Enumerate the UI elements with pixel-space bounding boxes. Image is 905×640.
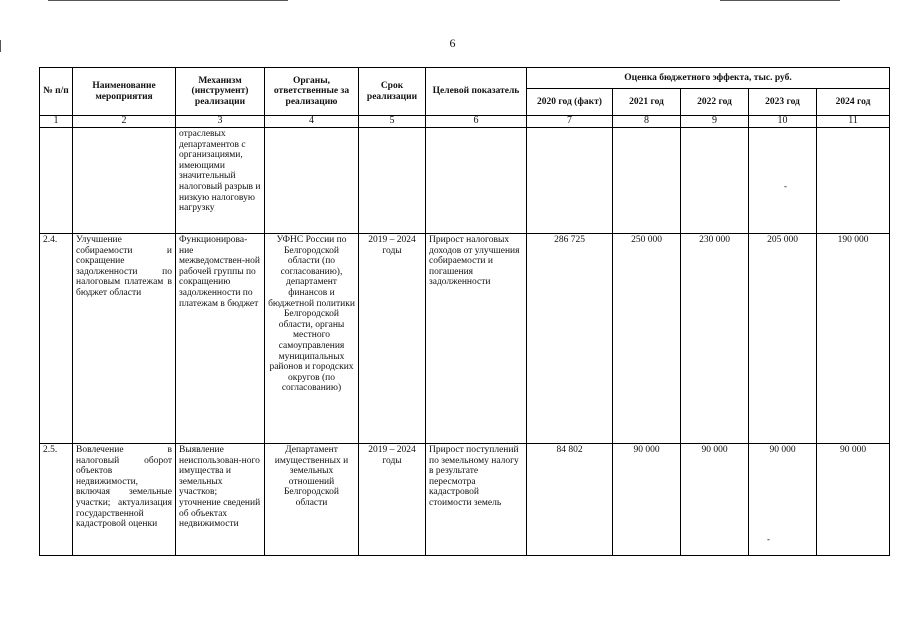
- table-row-2-4: [40, 234, 890, 444]
- table-row-continued: [40, 128, 890, 234]
- cell-name: Вовлечение в налоговый оборот объектов недвижимости, включая земельные участки; актуализация государственной кадастровой оценки: [73, 444, 176, 556]
- cell-value-2020: [527, 128, 613, 234]
- cell-num: 2.4.: [40, 234, 73, 444]
- cell-value-2024: [817, 128, 890, 234]
- cell-value-2020: 84 802: [527, 444, 613, 556]
- scan-mark: -: [767, 534, 770, 544]
- col-number: 2: [73, 116, 176, 128]
- col-number: 9: [681, 116, 749, 128]
- cell-value-2021: 250 000: [613, 234, 681, 444]
- scan-mark: -: [784, 181, 787, 191]
- col-number: 10: [749, 116, 817, 128]
- cell-term: [359, 128, 426, 234]
- scan-edge-top-left: [48, 0, 288, 1]
- cell-value-2023: [749, 128, 817, 234]
- cell-organs: [265, 128, 359, 234]
- col-number: 5: [359, 116, 426, 128]
- col-number: 4: [265, 116, 359, 128]
- col-number: 7: [527, 116, 613, 128]
- col-number: 11: [817, 116, 890, 128]
- cell-value-2020: 286 725: [527, 234, 613, 444]
- cell-num: [40, 128, 73, 234]
- cell-value-2021: [613, 128, 681, 234]
- cell-term: 2019 – 2024 годы: [359, 234, 426, 444]
- cell-name: Улучшение собираемости и сокращение задолженности по налоговым платежам в бюджет области: [73, 234, 176, 444]
- cell-value-2021: 90 000: [613, 444, 681, 556]
- cell-indicator: [426, 128, 527, 234]
- scan-edge-top-right: [720, 0, 840, 1]
- column-numbers-row: [40, 116, 890, 128]
- col-number: 8: [613, 116, 681, 128]
- cell-num: 2.5.: [40, 444, 73, 556]
- header-year-2021: 2021 год: [613, 89, 681, 116]
- header-year-2023: 2023 год: [749, 89, 817, 116]
- header-organs: Органы, ответственные за реализацию: [265, 68, 359, 116]
- cell-indicator: Прирост поступлений по земельному налогу в результате пересмотра кадастровой стоимости земель: [426, 444, 527, 556]
- cell-value-2022: [681, 128, 749, 234]
- cell-term: 2019 – 2024 годы: [359, 444, 426, 556]
- cell-organs: УФНС России по Белгородской области (по согласованию), департамент финансов и бюджетной политики Белгородской области, органы местного самоуправления муниципальных районов и городских округов (по согласованию): [265, 234, 359, 444]
- activities-table: [39, 67, 890, 556]
- cell-value-2022: 230 000: [681, 234, 749, 444]
- cell-value-2024: 190 000: [817, 234, 890, 444]
- cell-value-2024: 90 000: [817, 444, 890, 556]
- header-year-2020: 2020 год (факт): [527, 89, 613, 116]
- header-num: № п/п: [40, 68, 73, 116]
- header-term: Срок реализации: [359, 68, 426, 116]
- cell-name: [73, 128, 176, 234]
- header-year-2022: 2022 год: [681, 89, 749, 116]
- cell-value-2023: 205 000: [749, 234, 817, 444]
- cell-mechanism: отраслевых департаментов с организациями, имеющими значительный налоговый разрыв и низкую налоговую нагрузку: [176, 128, 265, 234]
- table-row-2-5: [40, 444, 890, 556]
- cell-organs: Департамент имущественных и земельных отношений Белгородской области: [265, 444, 359, 556]
- header-indicator: Целевой показатель: [426, 68, 527, 116]
- cell-mechanism: Выявление неиспользован-ного имущества и земельных участков; уточнение сведений об объектах недвижимости: [176, 444, 265, 556]
- cell-mechanism: Функционирова-ние межведомствен-ной рабочей группы по сокращению задолженности по платежам в бюджет: [176, 234, 265, 444]
- header-mechanism: Механизм (инструмент) реализации: [176, 68, 265, 116]
- cell-value-2022: 90 000: [681, 444, 749, 556]
- cell-value-2023: 90 000: [749, 444, 817, 556]
- header-budget-group: Оценка бюджетного эффекта, тыс. руб.: [527, 68, 890, 89]
- header-row-1: [40, 68, 890, 89]
- header-name: Наименование мероприятия: [73, 68, 176, 116]
- col-number: 6: [426, 116, 527, 128]
- page-number: 6: [449, 36, 456, 50]
- header-year-2024: 2024 год: [817, 89, 890, 116]
- cell-indicator: Прирост налоговых доходов от улучшения собираемости и погашения задолженности: [426, 234, 527, 444]
- col-number: 3: [176, 116, 265, 128]
- col-number: 1: [40, 116, 73, 128]
